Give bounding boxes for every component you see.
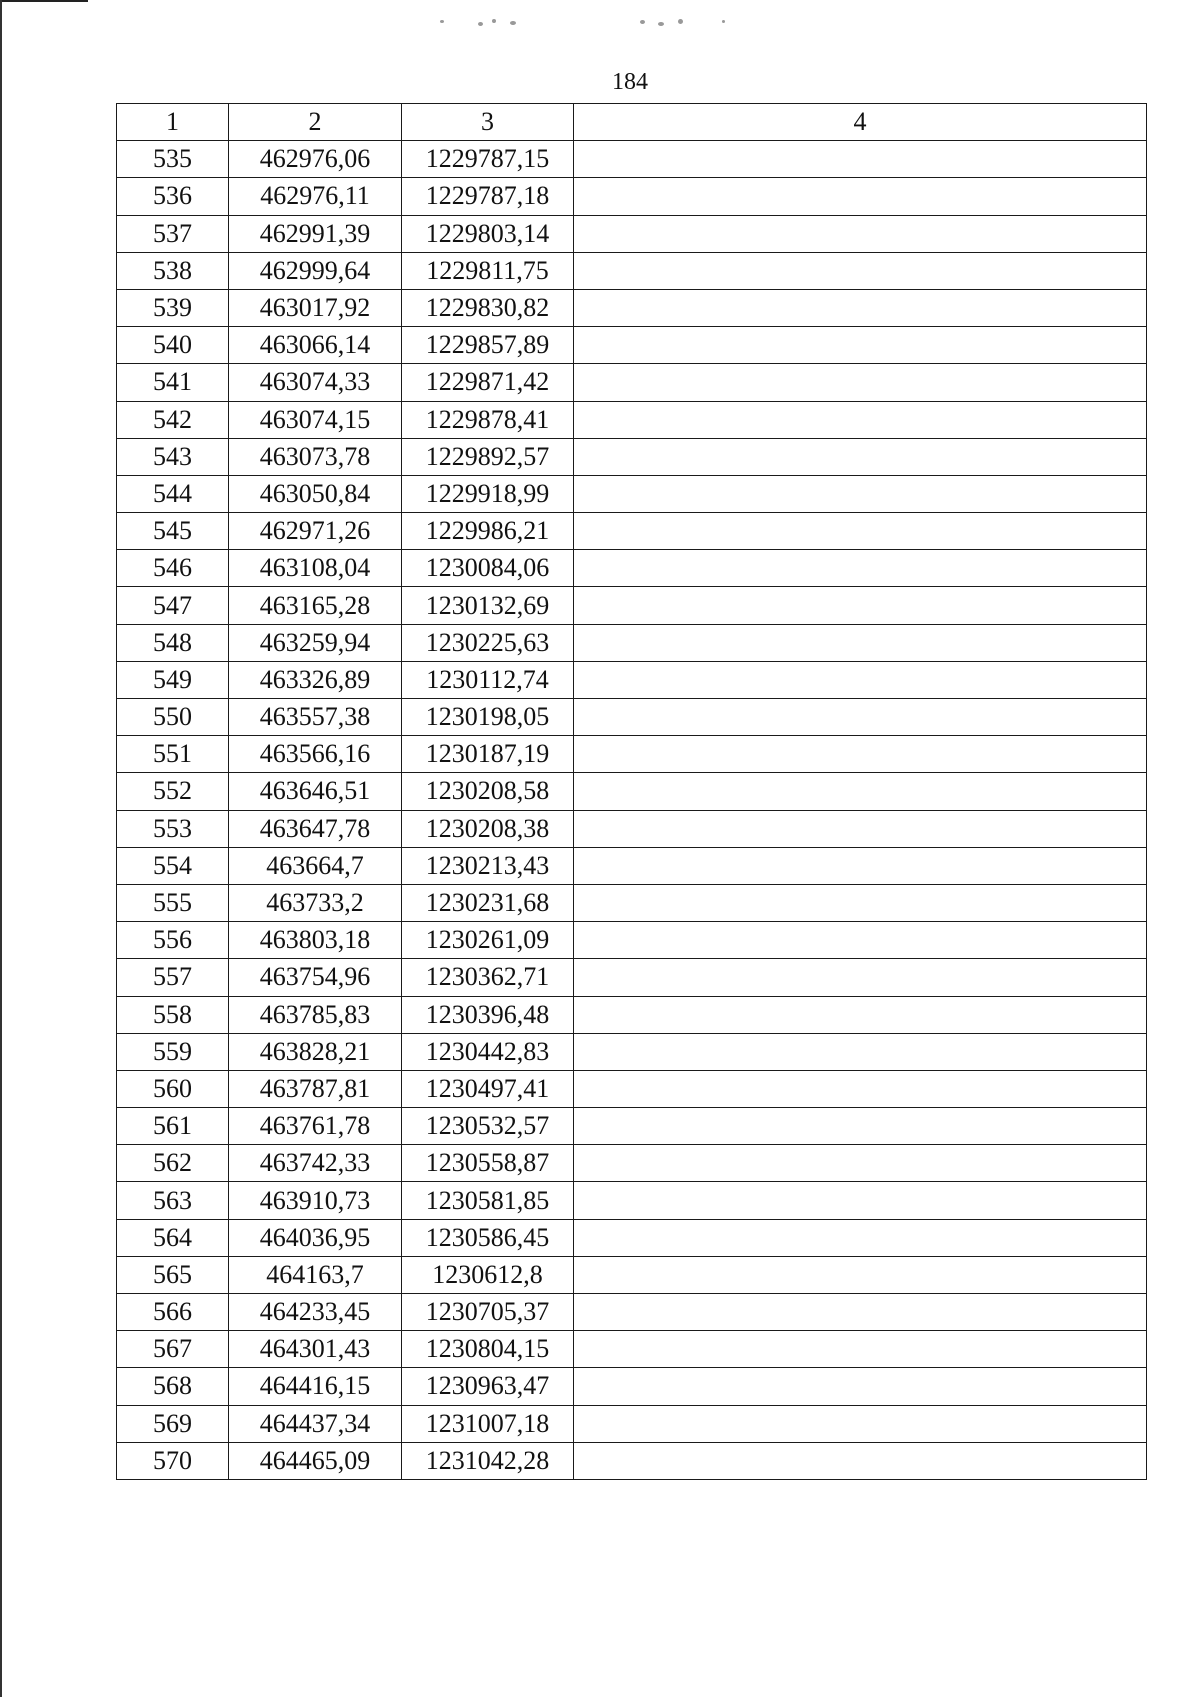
scan-noise [430,16,750,30]
note-cell [574,1070,1147,1107]
y-coordinate-cell: 1230804,15 [402,1331,574,1368]
point-number-cell: 536 [117,178,229,215]
x-coordinate-cell: 463803,18 [229,922,402,959]
speck [510,21,516,25]
note-cell [574,661,1147,698]
table-row [117,736,1147,773]
y-coordinate-cell: 1229830,82 [402,289,574,326]
x-coordinate-cell: 463108,04 [229,550,402,587]
x-coordinate-cell: 463664,7 [229,847,402,884]
table-row [117,513,1147,550]
point-number-cell: 567 [117,1331,229,1368]
x-coordinate-cell: 464301,43 [229,1331,402,1368]
x-coordinate-cell: 463017,92 [229,289,402,326]
note-cell [574,215,1147,252]
table-row [117,438,1147,475]
y-coordinate-cell: 1229871,42 [402,364,574,401]
x-coordinate-cell: 462991,39 [229,215,402,252]
speck [492,19,496,23]
table-row [117,884,1147,921]
point-number-cell: 552 [117,773,229,810]
y-coordinate-cell: 1230612,8 [402,1256,574,1293]
x-coordinate-cell: 464163,7 [229,1256,402,1293]
note-cell [574,1219,1147,1256]
note-cell [574,1256,1147,1293]
note-cell [574,1405,1147,1442]
x-coordinate-cell: 463326,89 [229,661,402,698]
y-coordinate-cell: 1229787,18 [402,178,574,215]
note-cell [574,475,1147,512]
x-coordinate-cell: 464233,45 [229,1294,402,1331]
y-coordinate-cell: 1230225,63 [402,624,574,661]
y-coordinate-cell: 1230213,43 [402,847,574,884]
x-coordinate-cell: 463074,15 [229,401,402,438]
speck [640,20,645,24]
table-row [117,1294,1147,1331]
note-cell [574,847,1147,884]
x-coordinate-cell: 463074,33 [229,364,402,401]
table-row [117,141,1147,178]
y-coordinate-cell: 1229857,89 [402,327,574,364]
point-number-cell: 555 [117,884,229,921]
point-number-cell: 549 [117,661,229,698]
x-coordinate-cell: 463647,78 [229,810,402,847]
y-coordinate-cell: 1229892,57 [402,438,574,475]
table-row [117,1442,1147,1479]
x-coordinate-cell: 463566,16 [229,736,402,773]
note-cell [574,699,1147,736]
y-coordinate-cell: 1229787,15 [402,141,574,178]
y-coordinate-cell: 1231042,28 [402,1442,574,1479]
point-number-cell: 537 [117,215,229,252]
note-cell [574,364,1147,401]
speck [658,22,664,26]
table-row [117,624,1147,661]
page-number: 184 [612,69,648,95]
coordinates-table [116,103,1147,1480]
x-coordinate-cell: 463754,96 [229,959,402,996]
x-coordinate-cell: 464416,15 [229,1368,402,1405]
y-coordinate-cell: 1230112,74 [402,661,574,698]
speck [678,19,683,24]
note-cell [574,1294,1147,1331]
point-number-cell: 562 [117,1145,229,1182]
scan-edge-top [0,0,88,2]
point-number-cell: 559 [117,1033,229,1070]
point-number-cell: 548 [117,624,229,661]
header-row [117,104,1147,141]
table-row [117,847,1147,884]
x-coordinate-cell: 463828,21 [229,1033,402,1070]
note-cell [574,884,1147,921]
point-number-cell: 569 [117,1405,229,1442]
y-coordinate-cell: 1230963,47 [402,1368,574,1405]
note-cell [574,773,1147,810]
x-coordinate-cell: 463910,73 [229,1182,402,1219]
x-coordinate-cell: 462976,06 [229,141,402,178]
point-number-cell: 561 [117,1108,229,1145]
speck [722,20,725,23]
table-row [117,178,1147,215]
table-row [117,1368,1147,1405]
point-number-cell: 539 [117,289,229,326]
note-cell [574,401,1147,438]
y-coordinate-cell: 1229878,41 [402,401,574,438]
y-coordinate-cell: 1230208,38 [402,810,574,847]
x-coordinate-cell: 462971,26 [229,513,402,550]
table-row [117,215,1147,252]
x-coordinate-cell: 464437,34 [229,1405,402,1442]
note-cell [574,327,1147,364]
point-number-cell: 546 [117,550,229,587]
table-row [117,661,1147,698]
point-number-cell: 568 [117,1368,229,1405]
table-row [117,475,1147,512]
y-coordinate-cell: 1230581,85 [402,1182,574,1219]
table-row [117,810,1147,847]
point-number-cell: 542 [117,401,229,438]
note-cell [574,289,1147,326]
note-cell [574,141,1147,178]
table-row [117,327,1147,364]
y-coordinate-cell: 1230261,09 [402,922,574,959]
point-number-cell: 566 [117,1294,229,1331]
x-coordinate-cell: 463742,33 [229,1145,402,1182]
note-cell [574,587,1147,624]
table-row [117,1182,1147,1219]
table-row [117,1145,1147,1182]
note-cell [574,959,1147,996]
note-cell [574,513,1147,550]
table-row [117,1256,1147,1293]
point-number-cell: 538 [117,252,229,289]
table-row [117,1331,1147,1368]
speck [478,22,483,26]
y-coordinate-cell: 1231007,18 [402,1405,574,1442]
point-number-cell: 558 [117,996,229,1033]
header-cell-4: 4 [574,104,1147,141]
point-number-cell: 564 [117,1219,229,1256]
point-number-cell: 557 [117,959,229,996]
point-number-cell: 550 [117,699,229,736]
point-number-cell: 543 [117,438,229,475]
point-number-cell: 547 [117,587,229,624]
table-row [117,1070,1147,1107]
point-number-cell: 553 [117,810,229,847]
x-coordinate-cell: 462976,11 [229,178,402,215]
y-coordinate-cell: 1230396,48 [402,996,574,1033]
point-number-cell: 540 [117,327,229,364]
table-row [117,364,1147,401]
scan-edge-left [0,0,2,1697]
note-cell [574,736,1147,773]
point-number-cell: 551 [117,736,229,773]
y-coordinate-cell: 1230497,41 [402,1070,574,1107]
x-coordinate-cell: 463073,78 [229,438,402,475]
note-cell [574,922,1147,959]
table-row [117,922,1147,959]
y-coordinate-cell: 1230198,05 [402,699,574,736]
x-coordinate-cell: 464036,95 [229,1219,402,1256]
table-row [117,252,1147,289]
y-coordinate-cell: 1230132,69 [402,587,574,624]
y-coordinate-cell: 1230362,71 [402,959,574,996]
x-coordinate-cell: 463785,83 [229,996,402,1033]
note-cell [574,1033,1147,1070]
y-coordinate-cell: 1230705,37 [402,1294,574,1331]
x-coordinate-cell: 463761,78 [229,1108,402,1145]
note-cell [574,178,1147,215]
point-number-cell: 556 [117,922,229,959]
note-cell [574,996,1147,1033]
x-coordinate-cell: 464465,09 [229,1442,402,1479]
y-coordinate-cell: 1230558,87 [402,1145,574,1182]
table-row [117,959,1147,996]
point-number-cell: 554 [117,847,229,884]
point-number-cell: 541 [117,364,229,401]
note-cell [574,252,1147,289]
point-number-cell: 535 [117,141,229,178]
x-coordinate-cell: 463259,94 [229,624,402,661]
table-row [117,1033,1147,1070]
note-cell [574,1368,1147,1405]
y-coordinate-cell: 1230231,68 [402,884,574,921]
point-number-cell: 565 [117,1256,229,1293]
speck [440,20,444,23]
y-coordinate-cell: 1229986,21 [402,513,574,550]
note-cell [574,624,1147,661]
header-cell-3: 3 [402,104,574,141]
table-row [117,401,1147,438]
point-number-cell: 544 [117,475,229,512]
table-row [117,587,1147,624]
y-coordinate-cell: 1229811,75 [402,252,574,289]
x-coordinate-cell: 463165,28 [229,587,402,624]
header-cell-1: 1 [117,104,229,141]
y-coordinate-cell: 1230532,57 [402,1108,574,1145]
x-coordinate-cell: 463066,14 [229,327,402,364]
note-cell [574,438,1147,475]
x-coordinate-cell: 463733,2 [229,884,402,921]
x-coordinate-cell: 463787,81 [229,1070,402,1107]
x-coordinate-cell: 463557,38 [229,699,402,736]
x-coordinate-cell: 463050,84 [229,475,402,512]
y-coordinate-cell: 1230208,58 [402,773,574,810]
y-coordinate-cell: 1229918,99 [402,475,574,512]
header-cell-2: 2 [229,104,402,141]
y-coordinate-cell: 1230187,19 [402,736,574,773]
y-coordinate-cell: 1230586,45 [402,1219,574,1256]
point-number-cell: 563 [117,1182,229,1219]
table-row [117,550,1147,587]
point-number-cell: 545 [117,513,229,550]
note-cell [574,1108,1147,1145]
note-cell [574,1331,1147,1368]
table-body [117,141,1147,1480]
table-row [117,773,1147,810]
table-row [117,289,1147,326]
note-cell [574,550,1147,587]
table-row [117,1108,1147,1145]
point-number-cell: 570 [117,1442,229,1479]
table-row [117,1405,1147,1442]
y-coordinate-cell: 1230084,06 [402,550,574,587]
note-cell [574,1182,1147,1219]
table-row [117,1219,1147,1256]
note-cell [574,1145,1147,1182]
table-row [117,996,1147,1033]
note-cell [574,1442,1147,1479]
point-number-cell: 560 [117,1070,229,1107]
y-coordinate-cell: 1230442,83 [402,1033,574,1070]
x-coordinate-cell: 463646,51 [229,773,402,810]
table-row [117,699,1147,736]
y-coordinate-cell: 1229803,14 [402,215,574,252]
note-cell [574,810,1147,847]
x-coordinate-cell: 462999,64 [229,252,402,289]
